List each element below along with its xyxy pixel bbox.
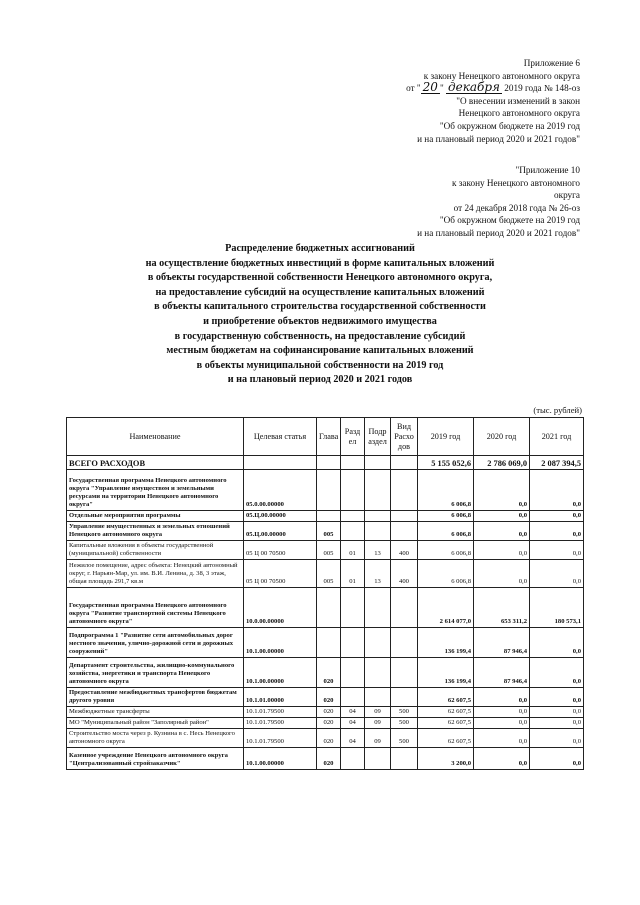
table-cell: 10.1.01.79500 <box>244 729 317 748</box>
table-cell <box>365 511 391 522</box>
table-cell: 6 006,8 <box>418 470 474 511</box>
table-cell: МО "Муниципальный район "Заполярный район" <box>67 718 244 729</box>
table-cell: 6 006,8 <box>418 511 474 522</box>
table-row <box>67 511 584 522</box>
column-header: Вид Расхо дов <box>391 418 418 456</box>
law-title-line: "Об окружном бюджете на 2019 год <box>439 120 580 131</box>
table-cell: 09 <box>365 729 391 748</box>
table-row <box>67 522 584 541</box>
original-law-reference: к закону Ненецкого автономного <box>452 177 580 188</box>
original-appendix-header <box>417 164 580 240</box>
table-cell: 0,0 <box>530 688 584 707</box>
table-cell: Управление имущественных и земельных отношений Ненецкого автономного округа <box>67 522 244 541</box>
table-cell <box>317 588 341 628</box>
handwritten-month: декабря <box>448 80 500 95</box>
table-cell: 020 <box>317 707 341 718</box>
table-cell: 0,0 <box>474 560 530 588</box>
column-header: Подр аздел <box>365 418 391 456</box>
table-cell: Отдельные мероприятия программы <box>67 511 244 522</box>
units-label: (тыс. рублей) <box>533 405 582 415</box>
table-cell: Подпрограмма 1 "Развитие сети автомобильных дорог местного значения, улично-дорожной сети и дорожных сооружений" <box>67 628 244 658</box>
table-cell <box>391 628 418 658</box>
table-cell <box>341 588 365 628</box>
table-cell: 500 <box>391 729 418 748</box>
table-cell: 005 <box>317 541 341 560</box>
table-cell: 136 199,4 <box>418 628 474 658</box>
table-row <box>67 658 584 688</box>
column-header: Разд ел <box>341 418 365 456</box>
table-cell: 0,0 <box>530 541 584 560</box>
table-cell <box>317 628 341 658</box>
table-row <box>67 541 584 560</box>
table-cell: 09 <box>365 718 391 729</box>
table-row <box>67 718 584 729</box>
table-cell: 0,0 <box>530 511 584 522</box>
table-cell <box>341 628 365 658</box>
law-title-line: "О внесении изменений в закон <box>456 95 580 106</box>
table-cell <box>317 456 341 470</box>
table-cell: Департамент строительства, жилищно-коммунального хозяйства, энергетики и транспорта Ненецкого автономного округа <box>67 658 244 688</box>
original-law-date: от 24 декабря 2018 года № 26-оз <box>453 202 580 213</box>
table-cell: 13 <box>365 541 391 560</box>
table-row <box>67 688 584 707</box>
table-cell <box>391 456 418 470</box>
table-cell: 0,0 <box>530 560 584 588</box>
table-cell: 0,0 <box>530 707 584 718</box>
table-cell: 01 <box>341 541 365 560</box>
table-cell: 653 311,2 <box>474 588 530 628</box>
table-cell: 0,0 <box>474 729 530 748</box>
table-row <box>67 588 584 628</box>
table-cell: 0,0 <box>474 748 530 770</box>
table-row <box>67 748 584 770</box>
table-cell: 6 006,8 <box>418 522 474 541</box>
table-cell: 500 <box>391 707 418 718</box>
table-cell: ВСЕГО РАСХОДОВ <box>67 456 244 470</box>
table-cell <box>391 470 418 511</box>
law-date: от " 20 " декабря 2019 года № 148-оз <box>406 80 580 95</box>
table-cell <box>341 688 365 707</box>
table-cell: 2 087 394,5 <box>530 456 584 470</box>
table-cell: Нежилое помещение, адрес объекта: Ненецкий автономный округ, г. Нарьян-Мар, ул. им. В.И. Ленина, д. 38, 3 этаж, общая площадь 291,7 кв.м <box>67 560 244 588</box>
table-cell <box>341 456 365 470</box>
table-cell: 400 <box>391 541 418 560</box>
table-cell: 62 607,5 <box>418 688 474 707</box>
document-title: Распределение бюджетных ассигнований на осуществление бюджетных инвестиций в форме капитальных вложений в объекты государственной собственности Ненецкого автономного округа, на предоставление субсидий на осуществление капитальных вложений в объекты капитального строительства государственной собственности и приобретение объектов недвижимого имущества в государственную собственность, на предоставление субсидий местным бюджетам на софинансирование капитальных вложений в объекты муниципальной собственности на 2019 год и на плановый период 2020 и 2021 годов <box>145 243 495 386</box>
table-cell: 020 <box>317 658 341 688</box>
table-cell <box>365 588 391 628</box>
table-cell: 05 Ц 00 70500 <box>244 560 317 588</box>
table-cell: 10.1.00.00000 <box>244 748 317 770</box>
table-cell: 87 946,4 <box>474 658 530 688</box>
table-cell: 09 <box>365 707 391 718</box>
table-cell: 0,0 <box>530 729 584 748</box>
table-row <box>67 560 584 588</box>
table-cell: Межбюджетные трансферты <box>67 707 244 718</box>
table-cell: Капитальные вложения в объекты государственной (муниципальной) собственности <box>67 541 244 560</box>
column-header: 2020 год <box>474 418 530 456</box>
table-cell <box>391 588 418 628</box>
table-row <box>67 470 584 511</box>
table-cell: 020 <box>317 729 341 748</box>
table-cell <box>317 511 341 522</box>
table-cell <box>317 470 341 511</box>
law-title-line: и на плановый период 2020 и 2021 годов" <box>417 133 580 144</box>
table-cell <box>365 628 391 658</box>
table-cell: 04 <box>341 707 365 718</box>
law-reference: к закону Ненецкого автономного округа <box>423 70 580 81</box>
table-cell: 01 <box>341 560 365 588</box>
table-cell: 04 <box>341 718 365 729</box>
table-cell: 005 <box>317 522 341 541</box>
table-cell: 2 786 069,0 <box>474 456 530 470</box>
table-cell <box>365 470 391 511</box>
table-cell: 0,0 <box>530 470 584 511</box>
column-header: 2019 год <box>418 418 474 456</box>
table-cell <box>391 688 418 707</box>
table-cell <box>365 456 391 470</box>
table-cell <box>391 511 418 522</box>
table-cell <box>244 456 317 470</box>
original-law-reference: округа <box>554 190 580 201</box>
column-header: Глава <box>317 418 341 456</box>
table-cell: 04 <box>341 729 365 748</box>
column-header: Наименование <box>67 418 244 456</box>
table-cell: 180 573,1 <box>530 588 584 628</box>
table-cell: 6 006,8 <box>418 541 474 560</box>
table-cell: 5 155 052,6 <box>418 456 474 470</box>
table-cell: 0,0 <box>530 658 584 688</box>
table-cell: 62 607,5 <box>418 729 474 748</box>
table-cell: 020 <box>317 748 341 770</box>
table-cell: 87 946,4 <box>474 628 530 658</box>
table-cell: 62 607,5 <box>418 718 474 729</box>
table-cell <box>341 470 365 511</box>
appendix-header <box>406 57 580 145</box>
table-cell: 05.Ц.00.00000 <box>244 522 317 541</box>
table-cell <box>365 522 391 541</box>
original-law-title-line: и на плановый период 2020 и 2021 годов" <box>417 227 580 238</box>
handwritten-day: 20 <box>422 80 438 95</box>
table-cell <box>365 658 391 688</box>
original-law-title-line: "Об окружном бюджете на 2019 год <box>439 215 580 226</box>
table-cell: 2 614 077,0 <box>418 588 474 628</box>
table-cell <box>365 748 391 770</box>
table-cell <box>391 522 418 541</box>
table-cell: 0,0 <box>474 522 530 541</box>
table-cell: 0,0 <box>530 628 584 658</box>
table-cell: 400 <box>391 560 418 588</box>
table-cell: Государственная программа Ненецкого автономного округа "Управление имуществом и земельными ресурсами на территории Ненецкого автономного округа" <box>67 470 244 511</box>
table-cell: 136 199,4 <box>418 658 474 688</box>
original-appendix-number: "Приложение 10 <box>515 165 580 175</box>
table-row <box>67 456 584 470</box>
table-cell: 0,0 <box>474 511 530 522</box>
column-header: Целевая статья <box>244 418 317 456</box>
table-cell: 10.1.01.79500 <box>244 718 317 729</box>
table-row <box>67 628 584 658</box>
table-cell: 05 Ц 00 70500 <box>244 541 317 560</box>
table-cell: 0,0 <box>474 707 530 718</box>
table-header-row <box>67 418 584 456</box>
table-cell: 62 607,5 <box>418 707 474 718</box>
table-cell: Предоставление межбюджетных трансфертов бюджетам другого уровня <box>67 688 244 707</box>
table-cell: 6 006,8 <box>418 560 474 588</box>
table-cell: Казенное учреждение Ненецкого автономного округа "Централизованный стройзаказчик" <box>67 748 244 770</box>
appendix-number: Приложение 6 <box>523 58 580 68</box>
law-title-line: Ненецкого автономного округа <box>458 108 580 119</box>
column-header: 2021 год <box>530 418 584 456</box>
table-cell: 13 <box>365 560 391 588</box>
table-row <box>67 707 584 718</box>
table-row <box>67 729 584 748</box>
table-cell: 05.0.00.00000 <box>244 470 317 511</box>
table-cell <box>391 658 418 688</box>
table-cell <box>341 748 365 770</box>
budget-table <box>66 417 584 770</box>
table-cell: 020 <box>317 718 341 729</box>
table-cell: 0,0 <box>474 688 530 707</box>
table-cell <box>365 688 391 707</box>
table-cell: Государственная программа Ненецкого автономного округа "Развитие транспортной системы Ненецкого автономного округа" <box>67 588 244 628</box>
table-cell: 10.1.01.79500 <box>244 707 317 718</box>
table-cell: 10.1.01.00000 <box>244 688 317 707</box>
table-cell: 020 <box>317 688 341 707</box>
table-cell: 10.1.00.00000 <box>244 658 317 688</box>
table-cell: 10.1.00.00000 <box>244 628 317 658</box>
table-cell: 500 <box>391 718 418 729</box>
table-cell: 005 <box>317 560 341 588</box>
table-cell: 10.0.00.00000 <box>244 588 317 628</box>
table-cell: 0,0 <box>474 718 530 729</box>
table-cell: 0,0 <box>474 470 530 511</box>
table-cell: 0,0 <box>530 718 584 729</box>
table-cell: 3 200,0 <box>418 748 474 770</box>
table-cell: Строительство моста через р. Кузнина в с. Несь Ненецкого автономного округа <box>67 729 244 748</box>
table-cell: 0,0 <box>530 522 584 541</box>
table-cell <box>341 658 365 688</box>
table-cell <box>341 511 365 522</box>
table-cell <box>391 748 418 770</box>
table-cell: 05.Ц.00.00000 <box>244 511 317 522</box>
table-cell <box>341 522 365 541</box>
table-cell: 0,0 <box>474 541 530 560</box>
table-cell: 0,0 <box>530 748 584 770</box>
